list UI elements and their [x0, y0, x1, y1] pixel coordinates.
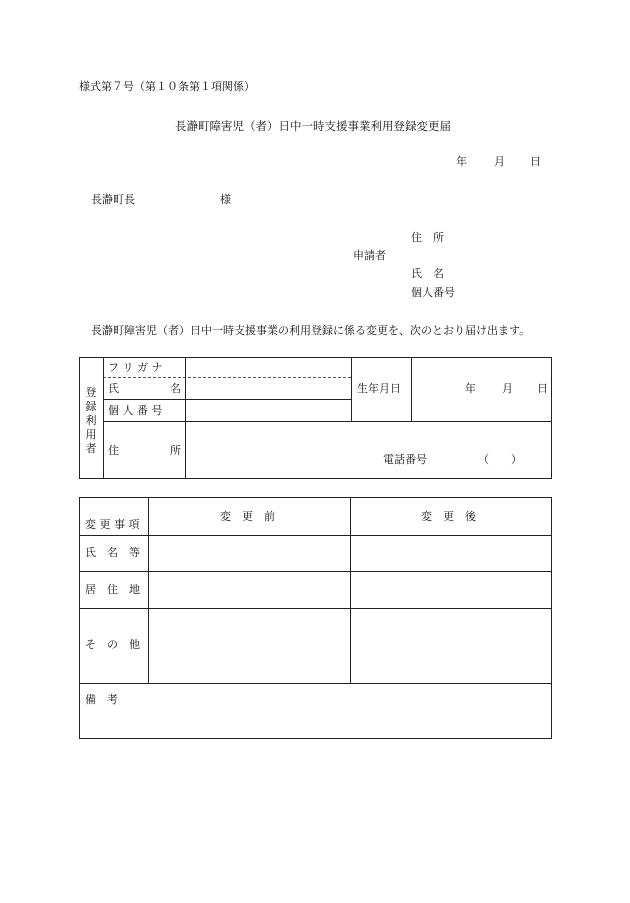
phone-parentheses: （ ）: [478, 453, 522, 466]
phone-label: 電話番号: [383, 453, 427, 466]
other-after-field[interactable]: [351, 609, 551, 683]
registered-user-side-label: 登録利用者: [85, 386, 97, 455]
name-after-field[interactable]: [351, 536, 551, 571]
remarks-label: 備 考: [85, 693, 118, 706]
birthdate-label: 生年月日: [357, 382, 401, 395]
remarks-field[interactable]: [120, 684, 551, 738]
residence-before-field[interactable]: [149, 572, 350, 608]
date-month: 月: [494, 155, 505, 168]
name-label-right: 名: [170, 382, 181, 395]
row-label-name: 氏 名 等: [85, 546, 140, 559]
address-field[interactable]: [186, 422, 551, 478]
name-field[interactable]: [186, 378, 351, 399]
birthdate-field[interactable]: [412, 358, 551, 421]
birth-month: 月: [502, 382, 513, 395]
after-header: 変 更 後: [421, 510, 476, 523]
applicant-number-label: 個人番号: [411, 286, 455, 299]
furigana-label: フ リ ガ ナ: [108, 361, 163, 374]
date-day: 日: [530, 155, 541, 168]
form-title: 長瀞町障害児（者）日中一時支援事業利用登録変更届: [175, 119, 451, 133]
number-label: 個 人 番 号: [108, 404, 163, 417]
date-year: 年: [456, 155, 467, 168]
applicant-label: 申請者: [353, 249, 386, 262]
address-label-left: 住: [108, 444, 119, 457]
row-label-residence: 居 住 地: [85, 583, 140, 596]
number-field[interactable]: [186, 400, 351, 421]
applicant-name-label: 氏 名: [411, 267, 444, 280]
applicant-address-label: 住 所: [411, 231, 444, 244]
address-label-right: 所: [170, 444, 181, 457]
change-item-header: 変 更 事 項: [85, 518, 140, 531]
row-label-other: そ の 他: [85, 638, 140, 651]
addressee-honorific: 様: [220, 193, 231, 206]
form-number: 様式第７号（第１０条第１項関係）: [79, 80, 255, 93]
before-header: 変 更 前: [220, 510, 275, 523]
furigana-field[interactable]: [186, 358, 351, 377]
name-before-field[interactable]: [149, 536, 350, 571]
other-before-field[interactable]: [149, 609, 350, 683]
addressee-name: 長瀞町長: [91, 193, 135, 206]
statement: 長瀞町障害児（者）日中一時支援事業の利用登録に係る変更を、次のとおり届け出ます。: [91, 324, 531, 337]
birth-year: 年: [465, 382, 476, 395]
name-label-left: 氏: [108, 382, 119, 395]
residence-after-field[interactable]: [351, 572, 551, 608]
birth-day: 日: [537, 382, 548, 395]
